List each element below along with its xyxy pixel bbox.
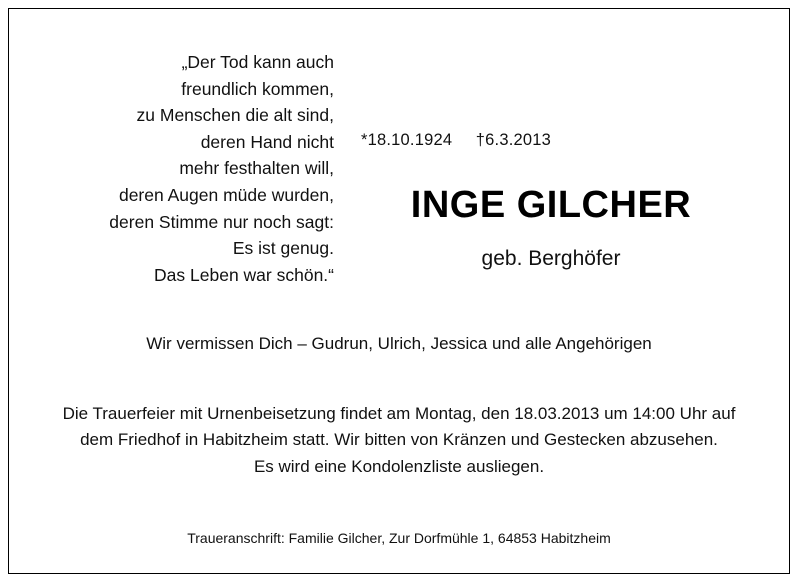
ceremony-details: [9, 401, 789, 480]
poem-line: zu Menschen die alt sind,: [136, 105, 334, 126]
maiden-name: geb. Berghöfer: [481, 247, 621, 270]
poem-line: deren Augen müde wurden,: [118, 184, 334, 205]
obituary-card: [8, 8, 790, 574]
poem-line: „Der Tod kann auch: [181, 52, 334, 72]
poem-block: [69, 49, 334, 288]
poem-line: Das Leben war schön.“: [154, 264, 334, 285]
death-date: †6.3.2013: [475, 131, 552, 149]
poem-line: deren Stimme nur noch sagt:: [109, 211, 334, 232]
ceremony-line: Es wird eine Kondolenzliste ausliegen.: [253, 456, 545, 476]
mourning-address: Traueranschrift: Familie Gilcher, Zur Dorfmühle 1, 64853 Habitzheim: [187, 530, 611, 546]
poem-line: deren Hand nicht: [200, 131, 334, 152]
life-dates: [361, 131, 551, 150]
ceremony-line: Die Trauerfeier mit Urnenbeisetzung findet am Montag, den 18.03.2013 um 14:00 Uhr auf: [62, 404, 736, 423]
poem-line: freundlich kommen,: [181, 78, 334, 99]
mourners-line: Wir vermissen Dich – Gudrun, Ulrich, Jessica und alle Angehörigen: [146, 334, 652, 353]
birth-date: *18.10.1924: [361, 131, 453, 149]
ceremony-line: dem Friedhof in Habitzheim statt. Wir bitten von Kränzen und Gestecken abzusehen.: [80, 430, 718, 450]
obituary-top-section: [9, 9, 789, 309]
deceased-name: INGE GILCHER: [410, 184, 692, 226]
poem-line: mehr festhalten will,: [179, 158, 334, 179]
poem-line: Es ist genug.: [232, 238, 334, 259]
